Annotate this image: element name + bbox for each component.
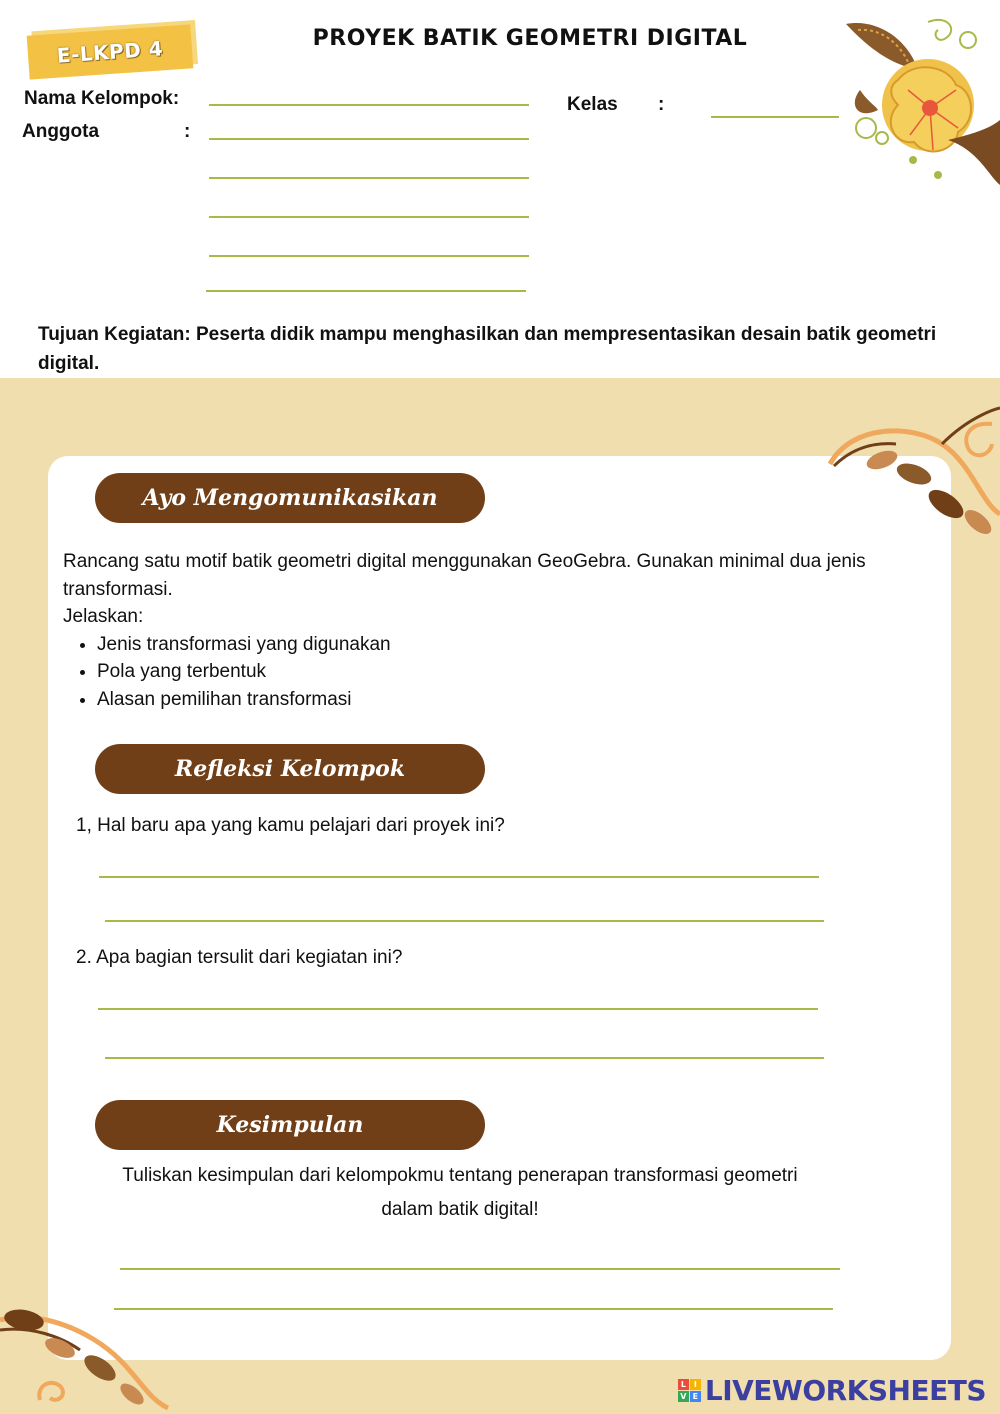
kesimpulan-instruction-line-1: Tuliskan kesimpulan dari kelompokmu tentang penerapan transformasi geometri (122, 1165, 798, 1186)
nama-kelompok-label: Nama Kelompok: (24, 88, 180, 109)
anggota-colon: : (184, 121, 191, 142)
anggota-input-4[interactable] (209, 233, 529, 257)
liveworksheets-logo-text: LIVEWORKSHEETS (704, 1374, 986, 1407)
explain-label: Jelaskan: (63, 606, 144, 627)
list-item: • Alasan pemilihan transformasi (97, 686, 923, 714)
kelas-colon: : (658, 94, 665, 115)
section-kesimpulan-header: Kesimpulan (95, 1100, 485, 1150)
goal-label: Tujuan Kegiatan: (38, 324, 191, 345)
question-2: 2. Apa bagian tersulit dari kegiatan ini? (76, 947, 403, 968)
section-refleksi-kelompok-header: Refleksi Kelompok (95, 744, 485, 794)
answer-1-line-1[interactable] (99, 854, 819, 878)
list-item: • Jenis transformasi yang digunakan (97, 631, 923, 659)
kesimpulan-line-2[interactable] (114, 1286, 833, 1310)
activity-goal (38, 320, 938, 378)
section-1-instruction (63, 548, 923, 713)
anggota-input-3[interactable] (209, 194, 529, 218)
anggota-input-1[interactable] (209, 116, 529, 140)
anggota-input-2[interactable] (209, 155, 529, 179)
answer-1-line-2[interactable] (105, 898, 824, 922)
anggota-input-5[interactable] (206, 268, 526, 292)
goal-text: Peserta didik mampu menghasilkan dan mempresentasikan desain batik geometri digital. (38, 324, 937, 374)
kelas-label: Kelas (567, 94, 618, 115)
nama-kelompok-input[interactable] (209, 82, 529, 106)
kesimpulan-instruction-line-2: dalam batik digital! (381, 1199, 539, 1220)
question-1: 1, Hal baru apa yang kamu pelajari dari proyek ini? (76, 815, 505, 836)
instruction-text: Rancang satu motif batik geometri digital menggunakan GeoGebra. Gunakan minimal dua jenis transformasi. (63, 551, 866, 600)
page-title: PROYEK BATIK GEOMETRI DIGITAL (312, 26, 748, 51)
liveworksheets-logo-icon: L I V E (678, 1379, 701, 1402)
explain-list (63, 631, 923, 714)
kesimpulan-line-1[interactable] (120, 1246, 840, 1270)
answer-2-line-1[interactable] (98, 986, 818, 1010)
section-ayo-mengomunikasikan-header: Ayo Mengomunikasikan (95, 473, 485, 523)
activity-badge (28, 18, 200, 76)
floral-decoration-top-right (838, 10, 1000, 190)
swirl-decoration-right (822, 404, 1000, 540)
answer-2-line-2[interactable] (105, 1035, 824, 1059)
liveworksheets-logo (678, 1374, 986, 1407)
badge-label: E-LKPD 4 (56, 36, 164, 68)
anggota-label: Anggota (22, 121, 100, 142)
list-item: • Pola yang terbentuk (97, 658, 923, 686)
kelas-input[interactable] (711, 94, 839, 118)
